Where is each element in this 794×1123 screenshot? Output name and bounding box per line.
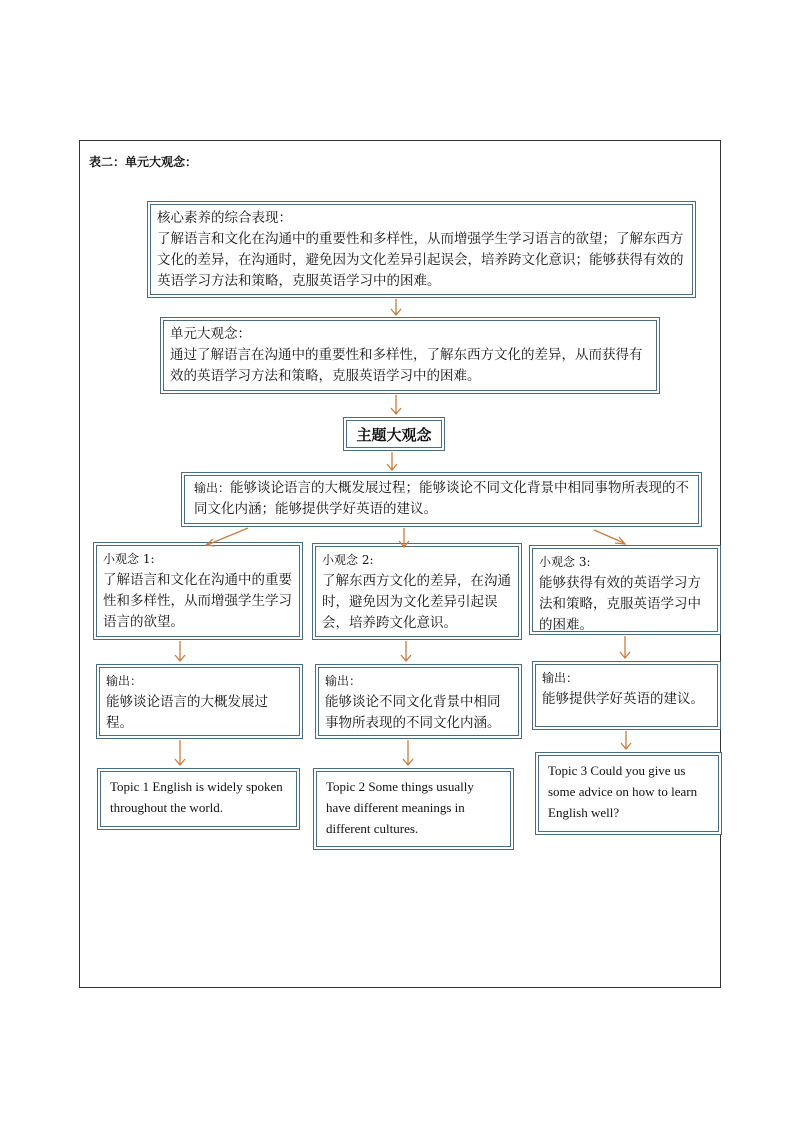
theme-big-idea-box: 主题大观念 — [343, 417, 445, 451]
output-3-label: 输出： — [542, 671, 579, 685]
output-1-text: 能够谈论语言的大概发展过程。 — [106, 694, 268, 731]
arrow-theme-to-output — [387, 452, 397, 470]
output-2-label: 输出： — [325, 674, 362, 688]
sub-idea-3-text: 能够获得有效的英语学习方法和策略，克服英语学习中的困难。 — [539, 575, 701, 633]
unit-big-idea-label: 单元大观念： — [170, 326, 251, 342]
arrow-output-to-sub-2 — [399, 528, 409, 547]
arrow-unit-to-theme — [391, 395, 401, 414]
sub-idea-1-text: 了解语言和文化在沟通中的重要性和多样性，从而增强学生学习语言的欲望。 — [103, 572, 292, 630]
output-2-text: 能够谈论不同文化背景中相同事物所表现的不同文化内涵。 — [325, 694, 501, 731]
arrow-output-1-to-topic-1 — [175, 740, 185, 765]
arrow-output-to-sub-3 — [594, 530, 625, 544]
overall-output-text: 能够谈论语言的大概发展过程；能够谈论不同文化背景中相同事物所表现的不同文化内涵；能够提供学好英语的建议。 — [194, 480, 690, 517]
sub-idea-1-label: 小观念 1: — [103, 552, 155, 566]
unit-big-idea-text: 通过了解语言在沟通中的重要性和多样性，了解东西方文化的差异，从而获得有效的英语学习方法和策略，克服英语学习中的困难。 — [170, 347, 643, 384]
arrow-output-2-to-topic-2 — [403, 740, 413, 765]
overall-output-label: 输出： — [194, 481, 231, 495]
core-competency-text: 了解语言和文化在沟通中的重要性和多样性，从而增强学生学习语言的欲望；了解东西方文化的差异，在沟通时，避免因为文化差异引起误会，培养跨文化意识；能够获得有效的英语学习方法和策略，克服英语学习中的困难。 — [157, 231, 684, 289]
arrow-output-3-to-topic-3 — [621, 731, 631, 749]
table-heading: 表二：单元大观念： — [89, 155, 198, 169]
arrow-sub-1-to-output-1 — [175, 641, 185, 661]
output-3-text: 能够提供学好英语的建议。 — [542, 691, 704, 707]
arrow-sub-2-to-output-2 — [401, 641, 411, 661]
topic-1-box: Topic 1 English is widely spoken throughout the world. — [97, 768, 300, 830]
sub-idea-2-label: 小观念 2: — [322, 553, 374, 567]
arrow-output-to-sub-1 — [206, 528, 248, 546]
core-competency-label: 核心素养的综合表现： — [157, 210, 292, 226]
sub-idea-3-label: 小观念 3: — [539, 555, 591, 569]
topic-3-box: Topic 3 Could you give us some advice on how to learn English well? — [535, 752, 722, 835]
arrow-sub-3-to-output-3 — [620, 636, 630, 658]
output-1-label: 输出： — [106, 674, 143, 688]
arrow-core-to-unit — [391, 299, 401, 315]
sub-idea-2-text: 了解东西方文化的差异，在沟通时，避免因为文化差异引起误会，培养跨文化意识。 — [322, 573, 511, 631]
topic-2-box: Topic 2 Some things usually have different meanings in different cultures. — [313, 768, 514, 850]
